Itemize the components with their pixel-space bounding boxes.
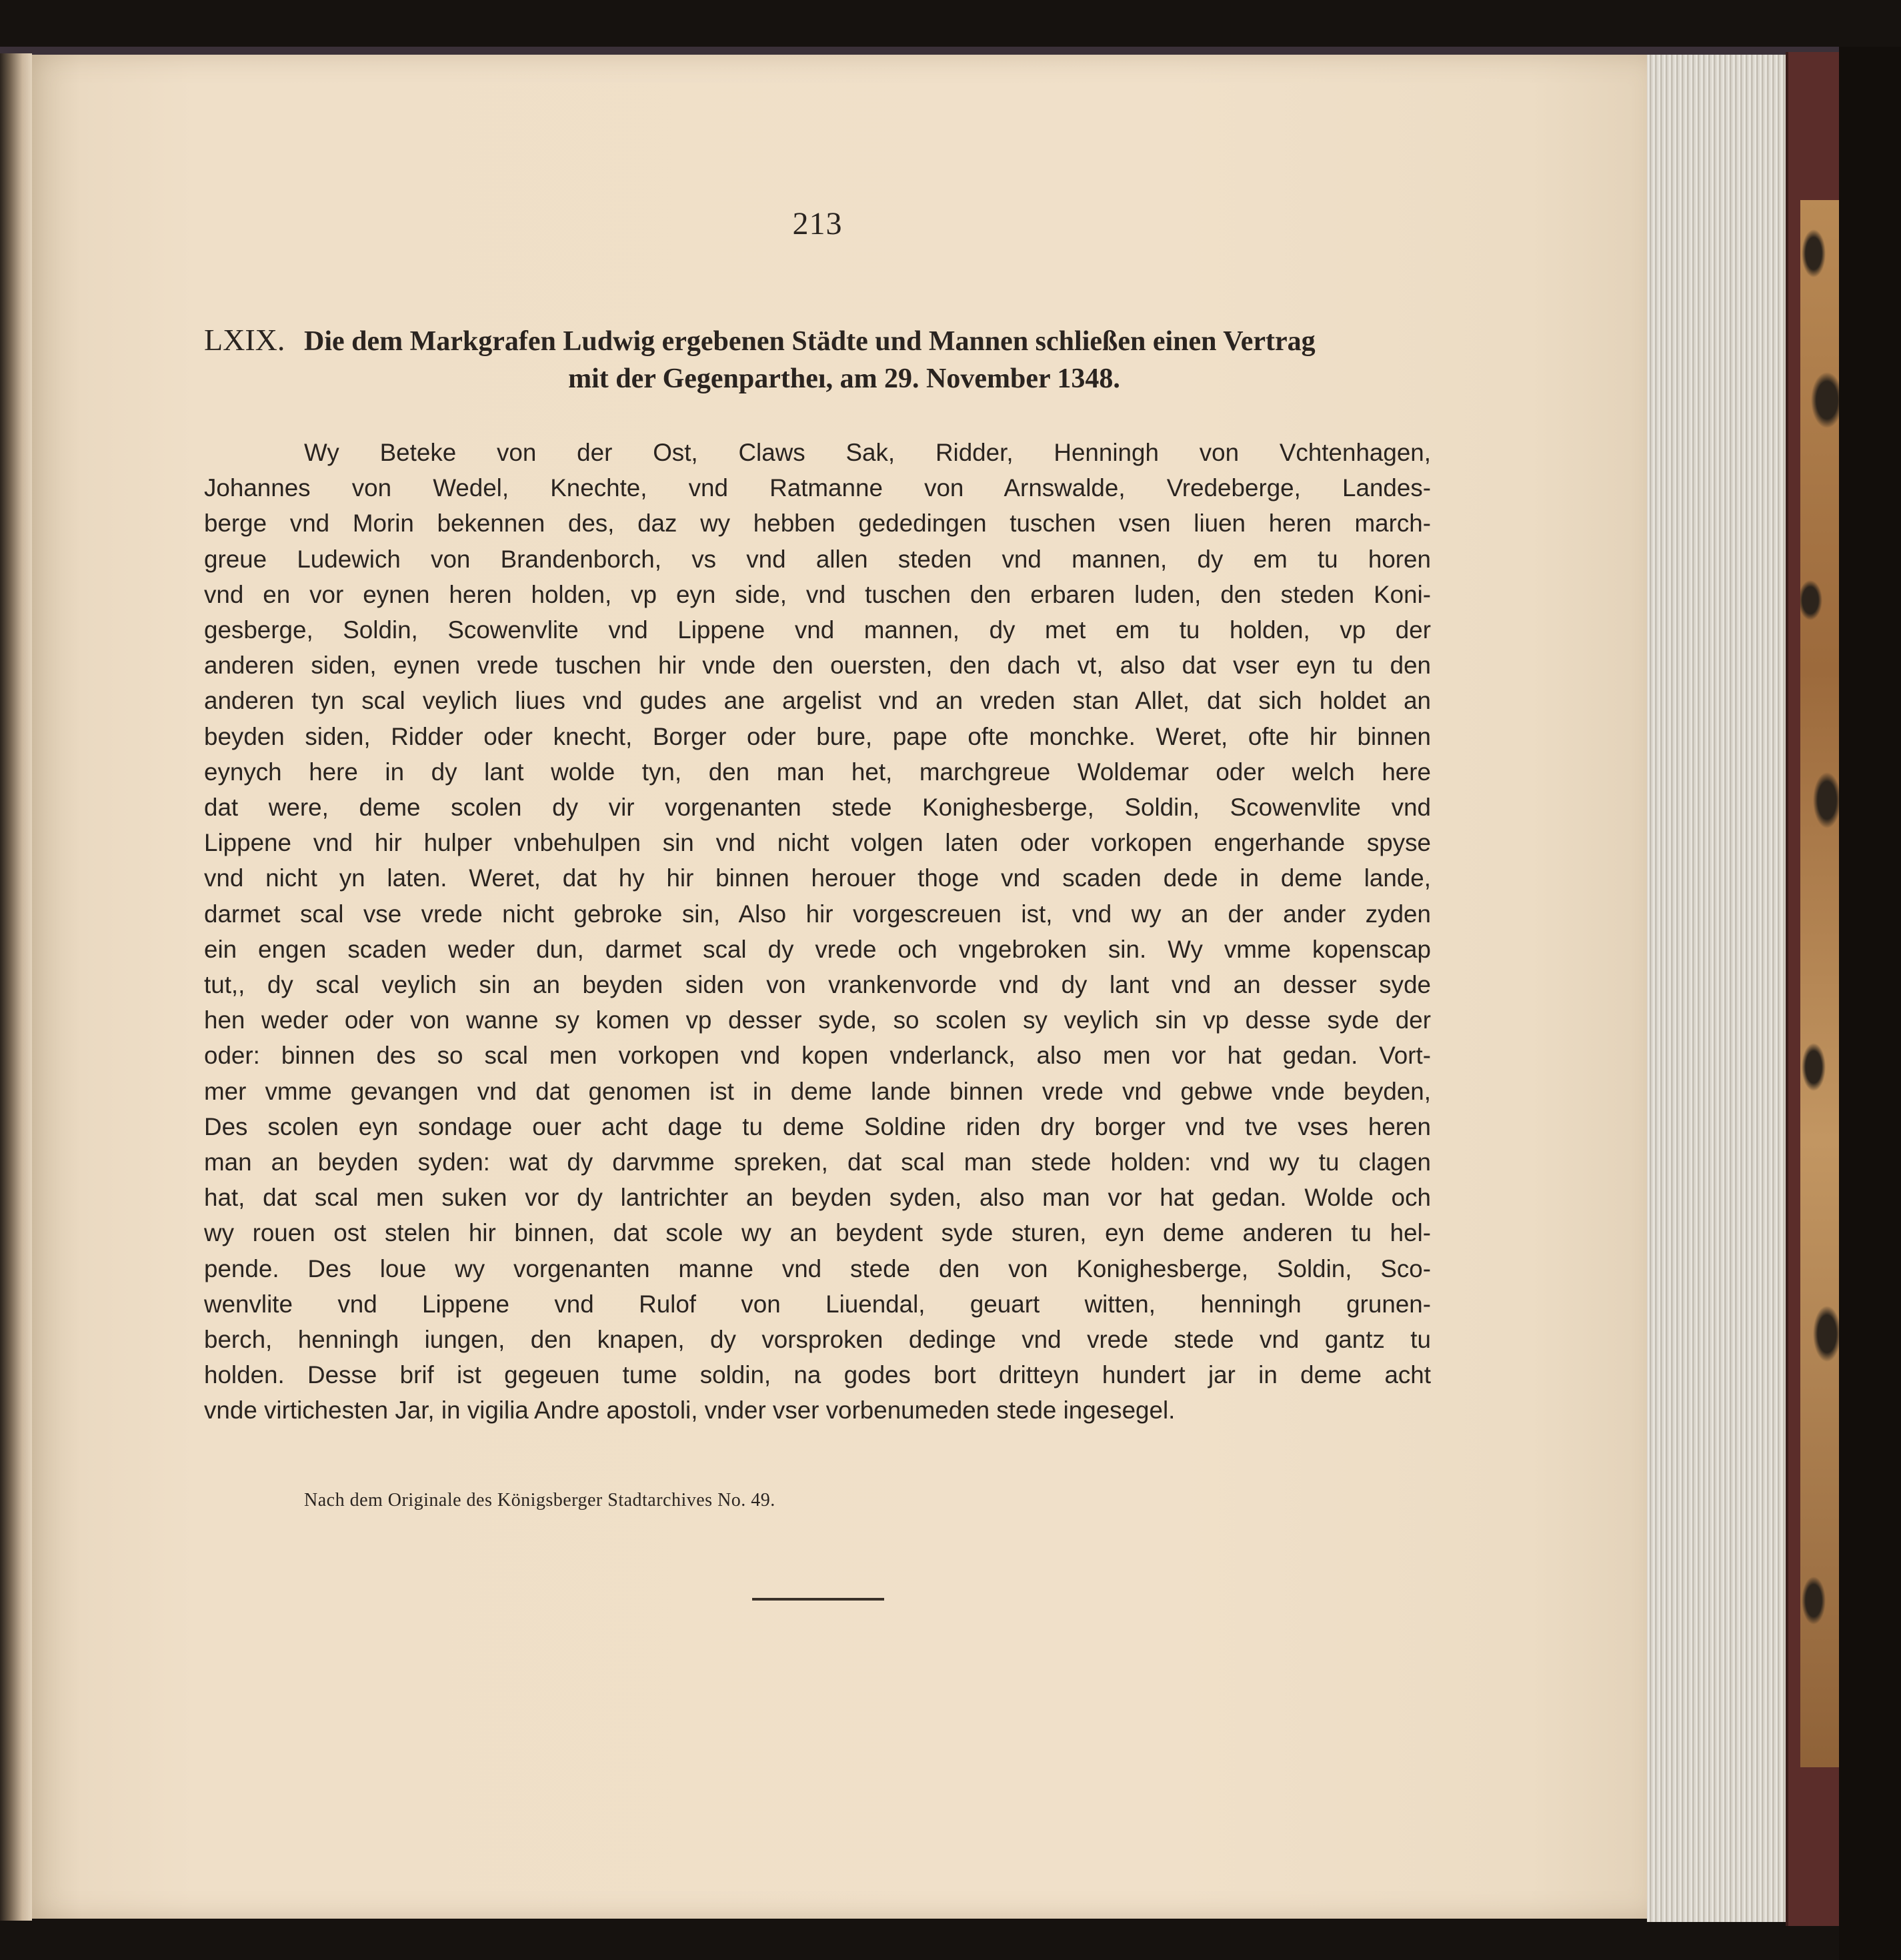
body-line: vnd nicht yn laten. Weret, dat hy hir binnen herouer thoge vnd scaden dede in deme lande, bbox=[204, 864, 1431, 892]
body-line: vnd en vor eynen heren holden, vp eyn side, vnd tuschen den erbaren luden, den steden Koni- bbox=[204, 580, 1431, 608]
body-line: berch, henningh iungen, den knapen, dy vorsproken dedinge vnd vrede stede vnd gantz tu bbox=[204, 1326, 1431, 1354]
body-line: darmet scal vse vrede nicht gebroke sin, Also hir vorgescreuen ist, vnd wy an der ander zyden bbox=[204, 900, 1431, 928]
document-heading bbox=[204, 321, 1431, 397]
heading-line-1: Die dem Markgrafen Ludwig ergebenen Städte und Mannen schließen einen Vertrag bbox=[304, 326, 1316, 357]
body-line: wy rouen ost stelen hir binnen, dat scole wy an beydent syde sturen, eyn deme anderen tu hel- bbox=[204, 1219, 1431, 1247]
body-line: berge vnd Morin bekennen des, daz wy hebben gededingen tuschen vsen liuen heren march- bbox=[204, 510, 1431, 538]
body-line: man an beyden syden: wat dy darvmme spreken, dat scal man stede holden: vnd wy tu clagen bbox=[204, 1148, 1431, 1176]
body-line: ein engen scaden weder dun, darmet scal dy vrede och vngebroken sin. Wy vmme kopenscap bbox=[204, 935, 1431, 963]
body-line: mer vmme gevangen vnd dat genomen ist in deme lande binnen vrede vnd gebwe vnde beyden, bbox=[204, 1077, 1431, 1105]
book-page bbox=[32, 55, 1659, 1919]
body-line: hat, dat scal men suken vor dy lantrichter an beyden syden, also man vor hat gedan. Wolde och bbox=[204, 1184, 1431, 1212]
scan-right-edge bbox=[1839, 47, 1901, 1960]
body-line: oder: binnen des so scal men vorkopen vnd kopen vnderlanck, also men vor hat gedan. Vort- bbox=[204, 1042, 1431, 1070]
body-line: anderen tyn scal veylich liues vnd gudes ane argelist vnd an vreden stan Allet, dat sich holdet an bbox=[204, 687, 1431, 715]
body-line: beyden siden, Ridder oder knecht, Borger oder bure, pape ofte monchke. Weret, ofte hir binnen bbox=[204, 722, 1431, 750]
source-note: Nach dem Originale des Königsberger Stadtarchives No. 49. bbox=[304, 1490, 775, 1511]
body-line: gesberge, Soldin, Scowenvlite vnd Lippene vnd mannen, dy met em tu holden, vp der bbox=[204, 616, 1431, 644]
end-rule bbox=[752, 1598, 884, 1601]
body-line: dat were, deme scolen dy vir vorgenanten stede Konighesberge, Soldin, Scowenvlite vnd bbox=[204, 794, 1431, 822]
body-line: greue Ludewich von Brandenborch, vs vnd allen steden vnd mannen, dy em tu horen bbox=[204, 545, 1431, 573]
body-line: wenvlite vnd Lippene vnd Rulof von Liuendal, geuart witten, henningh grunen- bbox=[204, 1290, 1431, 1318]
page-number: 213 bbox=[792, 206, 843, 241]
body-line: holden. Desse brif ist gegeuen tume soldin, na godes bort dritteyn hundert jar in deme acht bbox=[204, 1361, 1431, 1389]
body-line: eynych here in dy lant wolde tyn, den man het, marchgreue Woldemar oder welch here bbox=[204, 758, 1431, 786]
body-line: hen weder oder von wanne sy komen vp desser syde, so scolen sy veylich sin vp desse syde der bbox=[204, 1006, 1431, 1034]
body-line: tut,, dy scal veylich sin an beyden siden von vrankenvorde vnd dy lant vnd an desser syde bbox=[204, 971, 1431, 999]
body-line: Wy Beteke von der Ost, Claws Sak, Ridder, Henningh von Vchtenhagen, bbox=[304, 439, 1431, 466]
marbled-board bbox=[1800, 200, 1840, 1767]
body-line: vnde virtichesten Jar, in vigilia Andre apostoli, vnder vser vorbenumeden stede ingesegel. bbox=[204, 1396, 1176, 1424]
body-line: anderen siden, eynen vrede tuschen hir vnde den ouersten, den dach vt, also dat vser eyn tu den bbox=[204, 652, 1431, 680]
body-line: Johannes von Wedel, Knechte, vnd Ratmanne von Arnswalde, Vredeberge, Landes- bbox=[204, 474, 1431, 502]
left-page-edge bbox=[0, 53, 32, 1921]
body-line: Lippene vnd hir hulper vnbehulpen sin vnd nicht volgen laten oder vorkopen engerhande spyse bbox=[204, 829, 1431, 857]
page-stack-edge bbox=[1647, 55, 1786, 1922]
body-line: Des scolen eyn sondage ouer acht dage tu deme Soldine riden dry borger vnd tve vses heren bbox=[204, 1112, 1431, 1140]
heading-line-2: mit der Gegenpartheı, am 29. November 1348. bbox=[568, 363, 1120, 394]
document-body bbox=[204, 435, 1431, 1428]
heading-numeral: LXIX. bbox=[204, 323, 285, 357]
body-line: pende. Des loue wy vorgenanten manne vnd stede den von Konighesberge, Soldin, Sco- bbox=[204, 1254, 1431, 1282]
